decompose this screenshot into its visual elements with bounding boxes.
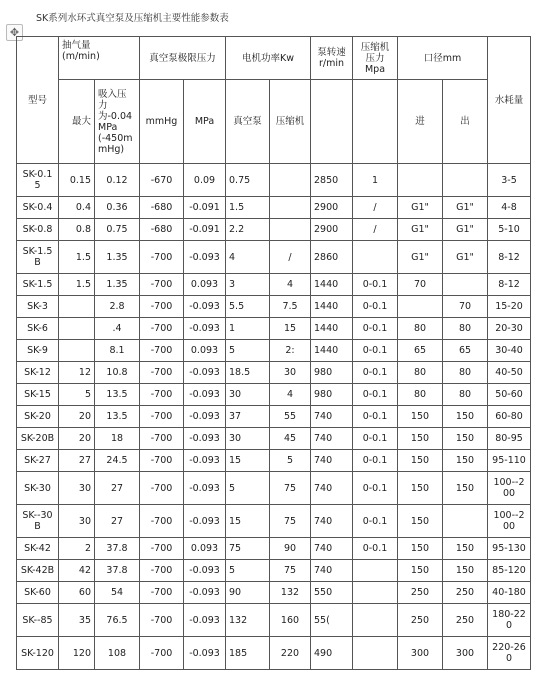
cell-water: 3-5: [488, 164, 531, 197]
cell-outlet: 150: [443, 560, 488, 582]
cell-speed: 980: [311, 384, 353, 406]
cell-inlet: 150: [398, 406, 443, 428]
cell-inlet: 80: [398, 318, 443, 340]
cell-max: 1.5: [59, 274, 95, 296]
cell-speed: 2860: [311, 241, 353, 274]
cell-water: 180-22 0: [488, 604, 531, 637]
cell-max: 30: [59, 472, 95, 505]
cell-speed: 2900: [311, 219, 353, 241]
cell-outlet: 250: [443, 604, 488, 637]
subheader-mpa: MPa: [184, 80, 226, 164]
cell-water: 30-40: [488, 340, 531, 362]
cell-speed: 740: [311, 450, 353, 472]
table-row: [17, 406, 531, 428]
cell-mpa: 0.093: [184, 538, 226, 560]
cell-vacuum-pump-power: 132: [226, 604, 270, 637]
cell-mmhg: -700: [140, 450, 184, 472]
cell-mmhg: -700: [140, 296, 184, 318]
cell-mmhg: -670: [140, 164, 184, 197]
cell-max: 2: [59, 538, 95, 560]
cell-vacuum-pump-power: 37: [226, 406, 270, 428]
cell-compressor-power: /: [270, 241, 311, 274]
cell-max: 35: [59, 604, 95, 637]
cell-outlet: 150: [443, 450, 488, 472]
cell-water: 100--2 00: [488, 505, 531, 538]
cell-model: SK-1.5 B: [17, 241, 59, 274]
cell-mpa: -0.093: [184, 318, 226, 340]
cell-compressor-pressure: 1: [353, 164, 398, 197]
cell-compressor-power: 45: [270, 428, 311, 450]
cell-compressor-pressure: /: [353, 219, 398, 241]
cell-water: 4-8: [488, 197, 531, 219]
table-row: [17, 428, 531, 450]
cell-vacuum-pump-power: 5: [226, 340, 270, 362]
cell-outlet: 65: [443, 340, 488, 362]
parameter-table: [16, 36, 531, 670]
cell-vacuum-pump-power: 75: [226, 538, 270, 560]
cell-mmhg: -700: [140, 428, 184, 450]
header-model: 型号: [17, 37, 59, 164]
cell-model: SK-60: [17, 582, 59, 604]
cell-outlet: 70: [443, 296, 488, 318]
cell-water: 85-120: [488, 560, 531, 582]
header-water: 水耗量: [488, 37, 531, 164]
cell-water: 220-26 0: [488, 637, 531, 670]
cell-inlet: 80: [398, 384, 443, 406]
cell-max: 0.4: [59, 197, 95, 219]
subheader-in: 进: [398, 80, 443, 164]
cell-outlet: 80: [443, 362, 488, 384]
cell-compressor-pressure: [353, 560, 398, 582]
cell-speed: 1440: [311, 318, 353, 340]
cell-compressor-power: [270, 164, 311, 197]
header-diameter: 口径mm: [398, 37, 488, 80]
cell-outlet: G1": [443, 197, 488, 219]
cell-model: SK-42B: [17, 560, 59, 582]
cell-suction: 18: [95, 428, 140, 450]
cell-inlet: 70: [398, 274, 443, 296]
cell-suction: 27: [95, 472, 140, 505]
cell-vacuum-pump-power: 18.5: [226, 362, 270, 384]
cell-water: 8-12: [488, 274, 531, 296]
cell-mmhg: -700: [140, 406, 184, 428]
cell-compressor-power: 30: [270, 362, 311, 384]
cell-mmhg: -700: [140, 560, 184, 582]
cell-suction: 27: [95, 505, 140, 538]
cell-suction: .4: [95, 318, 140, 340]
cell-compressor-pressure: 0-0.1: [353, 296, 398, 318]
cell-model: SK--85: [17, 604, 59, 637]
subheader-vacuum-pump: 真空泵: [226, 80, 270, 164]
cell-suction: 0.36: [95, 197, 140, 219]
table-row: [17, 219, 531, 241]
cell-water: 100--2 00: [488, 472, 531, 505]
cell-water: 95-110: [488, 450, 531, 472]
cell-compressor-power: 90: [270, 538, 311, 560]
cell-max: 60: [59, 582, 95, 604]
cell-compressor-power: 2:: [270, 340, 311, 362]
cell-mpa: 0.093: [184, 340, 226, 362]
cell-suction: 0.12: [95, 164, 140, 197]
cell-max: 120: [59, 637, 95, 670]
subheader-speed-blank: [311, 80, 353, 164]
cell-mmhg: -700: [140, 637, 184, 670]
cell-vacuum-pump-power: 15: [226, 505, 270, 538]
cell-inlet: [398, 164, 443, 197]
table-row: [17, 384, 531, 406]
table-row: [17, 637, 531, 670]
cell-mpa: -0.093: [184, 637, 226, 670]
cell-compressor-power: 4: [270, 384, 311, 406]
cell-max: 0.8: [59, 219, 95, 241]
cell-inlet: 150: [398, 472, 443, 505]
cell-compressor-pressure: 0-0.1: [353, 428, 398, 450]
cell-mmhg: -700: [140, 362, 184, 384]
cell-outlet: 150: [443, 428, 488, 450]
table-row: [17, 164, 531, 197]
cell-model: SK-42: [17, 538, 59, 560]
cell-mmhg: -700: [140, 582, 184, 604]
cell-suction: 13.5: [95, 406, 140, 428]
cell-mpa: -0.091: [184, 197, 226, 219]
cell-speed: 1440: [311, 296, 353, 318]
table-row: [17, 505, 531, 538]
cell-suction: 8.1: [95, 340, 140, 362]
cell-compressor-pressure: [353, 637, 398, 670]
cell-compressor-power: [270, 219, 311, 241]
cell-mpa: -0.093: [184, 604, 226, 637]
cell-inlet: 150: [398, 505, 443, 538]
cell-compressor-power: 5: [270, 450, 311, 472]
cell-mpa: -0.093: [184, 406, 226, 428]
cell-water: 40-50: [488, 362, 531, 384]
cell-model: SK-12: [17, 362, 59, 384]
header-motor-power: 电机功率Kw: [226, 37, 311, 80]
header-intake: 抽气量 (m/min): [59, 37, 140, 80]
subheader-max: 最大: [59, 80, 95, 164]
cell-water: 40-180: [488, 582, 531, 604]
cell-model: SK-15: [17, 384, 59, 406]
cell-speed: 740: [311, 472, 353, 505]
cell-compressor-power: 220: [270, 637, 311, 670]
cell-vacuum-pump-power: 2.2: [226, 219, 270, 241]
cell-compressor-power: 132: [270, 582, 311, 604]
cell-mpa: -0.093: [184, 560, 226, 582]
cell-speed: 550: [311, 582, 353, 604]
cell-outlet: [443, 505, 488, 538]
cell-speed: 490: [311, 637, 353, 670]
cell-compressor-pressure: 0-0.1: [353, 384, 398, 406]
cell-max: 20: [59, 406, 95, 428]
cell-mpa: 0.09: [184, 164, 226, 197]
cell-speed: 740: [311, 538, 353, 560]
cell-mmhg: -700: [140, 384, 184, 406]
cell-suction: 2.8: [95, 296, 140, 318]
cell-mmhg: -700: [140, 340, 184, 362]
subheader-pressure-blank: [353, 80, 398, 164]
cell-max: [59, 296, 95, 318]
table-row: [17, 274, 531, 296]
cell-model: SK-9: [17, 340, 59, 362]
cell-inlet: 300: [398, 637, 443, 670]
cell-mpa: 0.093: [184, 274, 226, 296]
table-row: [17, 197, 531, 219]
cell-compressor-pressure: [353, 582, 398, 604]
table-row: [17, 296, 531, 318]
cell-mmhg: -700: [140, 538, 184, 560]
table-row: [17, 604, 531, 637]
cell-max: [59, 340, 95, 362]
cell-max: 1.5: [59, 241, 95, 274]
table-row: [17, 582, 531, 604]
cell-model: SK--30 B: [17, 505, 59, 538]
cell-mpa: -0.093: [184, 241, 226, 274]
cell-mmhg: -700: [140, 318, 184, 340]
cell-inlet: 150: [398, 450, 443, 472]
cell-vacuum-pump-power: 5.5: [226, 296, 270, 318]
table-row: [17, 362, 531, 384]
cell-suction: 1.35: [95, 241, 140, 274]
cell-max: 5: [59, 384, 95, 406]
table-row: [17, 538, 531, 560]
cell-inlet: G1": [398, 219, 443, 241]
move-icon[interactable]: ✥: [6, 24, 23, 41]
cell-inlet: 250: [398, 582, 443, 604]
cell-compressor-power: 160: [270, 604, 311, 637]
cell-mpa: -0.093: [184, 428, 226, 450]
cell-max: 27: [59, 450, 95, 472]
cell-inlet: G1": [398, 197, 443, 219]
cell-water: 20-30: [488, 318, 531, 340]
cell-mmhg: -700: [140, 274, 184, 296]
cell-model: SK-0.4: [17, 197, 59, 219]
cell-max: 30: [59, 505, 95, 538]
cell-inlet: 150: [398, 538, 443, 560]
cell-vacuum-pump-power: 4: [226, 241, 270, 274]
cell-compressor-power: 7.5: [270, 296, 311, 318]
header-vacuum-limit: 真空泵极限压力: [140, 37, 226, 80]
cell-mmhg: -700: [140, 241, 184, 274]
cell-suction: 76.5: [95, 604, 140, 637]
cell-compressor-power: [270, 197, 311, 219]
cell-suction: 108: [95, 637, 140, 670]
cell-compressor-power: 75: [270, 560, 311, 582]
table-row: [17, 450, 531, 472]
cell-mpa: -0.093: [184, 472, 226, 505]
cell-compressor-pressure: 0-0.1: [353, 274, 398, 296]
table-row: [17, 318, 531, 340]
cell-outlet: G1": [443, 241, 488, 274]
cell-speed: 740: [311, 560, 353, 582]
cell-mpa: -0.093: [184, 582, 226, 604]
cell-vacuum-pump-power: 185: [226, 637, 270, 670]
cell-mmhg: -700: [140, 472, 184, 505]
cell-compressor-pressure: 0-0.1: [353, 362, 398, 384]
table-row: [17, 241, 531, 274]
cell-speed: 740: [311, 406, 353, 428]
cell-inlet: 150: [398, 560, 443, 582]
cell-water: 80-95: [488, 428, 531, 450]
cell-water: 15-20: [488, 296, 531, 318]
cell-compressor-power: 75: [270, 505, 311, 538]
cell-water: 60-80: [488, 406, 531, 428]
cell-mpa: -0.093: [184, 450, 226, 472]
cell-speed: 980: [311, 362, 353, 384]
subheader-out: 出: [443, 80, 488, 164]
cell-compressor-pressure: 0-0.1: [353, 538, 398, 560]
cell-speed: 2850: [311, 164, 353, 197]
cell-vacuum-pump-power: 5: [226, 472, 270, 505]
cell-max: 20: [59, 428, 95, 450]
cell-mmhg: -700: [140, 604, 184, 637]
cell-speed: 2900: [311, 197, 353, 219]
cell-outlet: 80: [443, 318, 488, 340]
cell-model: SK-20B: [17, 428, 59, 450]
cell-vacuum-pump-power: 0.75: [226, 164, 270, 197]
cell-model: SK-120: [17, 637, 59, 670]
cell-compressor-pressure: [353, 604, 398, 637]
cell-inlet: 250: [398, 604, 443, 637]
cell-compressor-pressure: 0-0.1: [353, 450, 398, 472]
cell-model: SK-30: [17, 472, 59, 505]
cell-inlet: 80: [398, 362, 443, 384]
cell-vacuum-pump-power: 1.5: [226, 197, 270, 219]
cell-model: SK-0.1 5: [17, 164, 59, 197]
cell-outlet: [443, 164, 488, 197]
cell-suction: 37.8: [95, 538, 140, 560]
cell-vacuum-pump-power: 1: [226, 318, 270, 340]
cell-outlet: 150: [443, 538, 488, 560]
cell-vacuum-pump-power: 30: [226, 428, 270, 450]
cell-water: 5-10: [488, 219, 531, 241]
header-speed: 泵转速 r/min: [311, 37, 353, 80]
cell-model: SK-3: [17, 296, 59, 318]
cell-vacuum-pump-power: 15: [226, 450, 270, 472]
cell-model: SK-1.5: [17, 274, 59, 296]
cell-suction: 10.8: [95, 362, 140, 384]
cell-vacuum-pump-power: 30: [226, 384, 270, 406]
cell-compressor-pressure: /: [353, 197, 398, 219]
cell-outlet: 80: [443, 384, 488, 406]
cell-mpa: -0.093: [184, 505, 226, 538]
cell-water: 50-60: [488, 384, 531, 406]
header-compressor-pressure: 压缩机 压力 Mpa: [353, 37, 398, 80]
cell-suction: 0.75: [95, 219, 140, 241]
table-row: [17, 560, 531, 582]
cell-water: 8-12: [488, 241, 531, 274]
cell-mpa: -0.091: [184, 219, 226, 241]
cell-outlet: 250: [443, 582, 488, 604]
cell-max: 12: [59, 362, 95, 384]
cell-speed: 1440: [311, 274, 353, 296]
cell-suction: 1.35: [95, 274, 140, 296]
cell-outlet: G1": [443, 219, 488, 241]
cell-compressor-pressure: 0-0.1: [353, 318, 398, 340]
cell-compressor-pressure: 0-0.1: [353, 406, 398, 428]
cell-model: SK-27: [17, 450, 59, 472]
cell-vacuum-pump-power: 90: [226, 582, 270, 604]
cell-vacuum-pump-power: 5: [226, 560, 270, 582]
cell-water: 95-130: [488, 538, 531, 560]
cell-mmhg: -700: [140, 505, 184, 538]
cell-model: SK-20: [17, 406, 59, 428]
cell-inlet: 65: [398, 340, 443, 362]
cell-compressor-power: 4: [270, 274, 311, 296]
cell-outlet: 150: [443, 406, 488, 428]
subheader-mmhg: mmHg: [140, 80, 184, 164]
cell-suction: 54: [95, 582, 140, 604]
cell-compressor-pressure: 0-0.1: [353, 505, 398, 538]
cell-speed: 55(: [311, 604, 353, 637]
cell-compressor-pressure: [353, 241, 398, 274]
cell-speed: 740: [311, 428, 353, 450]
cell-outlet: [443, 274, 488, 296]
page-title: SK系列水环式真空泵及压缩机主要性能参数表: [36, 13, 229, 24]
cell-compressor-power: 15: [270, 318, 311, 340]
cell-compressor-pressure: 0-0.1: [353, 472, 398, 505]
table-row: [17, 472, 531, 505]
subheader-compressor: 压缩机: [270, 80, 311, 164]
cell-suction: 24.5: [95, 450, 140, 472]
cell-inlet: [398, 296, 443, 318]
subheader-suction: 吸入压 力 为-0.04 MPa (-450m mHg): [95, 80, 140, 164]
cell-mpa: -0.093: [184, 362, 226, 384]
cell-max: 42: [59, 560, 95, 582]
cell-mmhg: -680: [140, 197, 184, 219]
cell-mmhg: -680: [140, 219, 184, 241]
cell-outlet: 150: [443, 472, 488, 505]
cell-inlet: G1": [398, 241, 443, 274]
cell-compressor-pressure: 0-0.1: [353, 340, 398, 362]
cell-vacuum-pump-power: 3: [226, 274, 270, 296]
cell-suction: 13.5: [95, 384, 140, 406]
cell-mpa: -0.093: [184, 296, 226, 318]
cell-compressor-power: 75: [270, 472, 311, 505]
cell-max: [59, 318, 95, 340]
cell-mpa: -0.093: [184, 384, 226, 406]
cell-outlet: 300: [443, 637, 488, 670]
cell-speed: 740: [311, 505, 353, 538]
cell-inlet: 150: [398, 428, 443, 450]
table-row: [17, 340, 531, 362]
cell-suction: 37.8: [95, 560, 140, 582]
cell-compressor-power: 55: [270, 406, 311, 428]
cell-speed: 1440: [311, 340, 353, 362]
cell-model: SK-6: [17, 318, 59, 340]
cell-max: 0.15: [59, 164, 95, 197]
cell-model: SK-0.8: [17, 219, 59, 241]
